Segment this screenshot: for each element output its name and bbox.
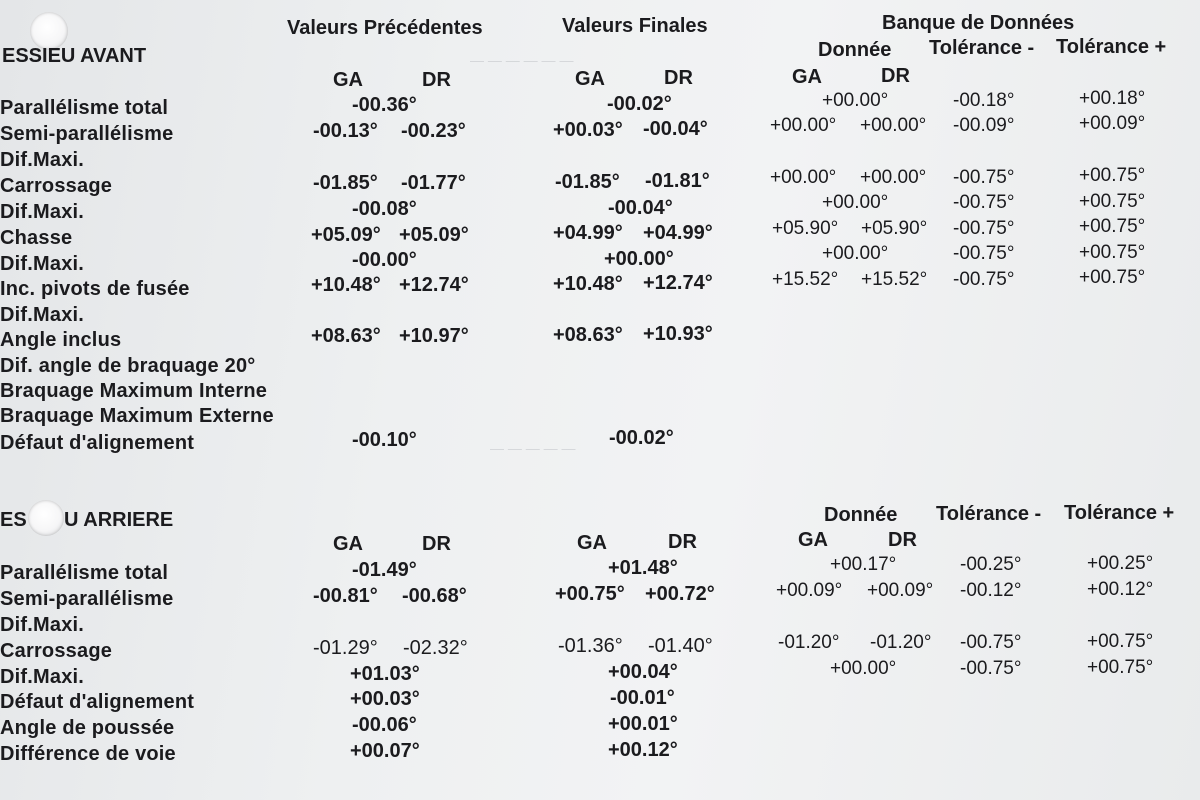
front-row-label: Angle inclus bbox=[0, 329, 122, 351]
front-fin-dr: +10.93° bbox=[643, 323, 713, 345]
show-through-text: — — — — — bbox=[490, 440, 576, 456]
front-row-label: Dif. angle de braquage 20° bbox=[0, 355, 256, 377]
rear-fin-ga: -01.36° bbox=[558, 635, 623, 657]
front-data-value: +00.00° bbox=[822, 243, 889, 264]
rear-prev-ga: -00.81° bbox=[313, 585, 378, 607]
rear-final-value: +00.04° bbox=[608, 661, 678, 683]
rear-fin-dr-header: DR bbox=[668, 531, 697, 553]
rear-fin-dr: -01.40° bbox=[648, 635, 713, 657]
rear-fin-dr: +00.72° bbox=[645, 583, 715, 605]
front-row-label: Dif.Maxi. bbox=[0, 253, 85, 275]
front-data-dr: +05.90° bbox=[861, 218, 928, 239]
rear-tol-plus: +00.75° bbox=[1087, 631, 1154, 652]
rear-final-value: +00.01° bbox=[608, 713, 678, 735]
rear-prev-value: +00.07° bbox=[350, 740, 420, 762]
front-fin-ga: +04.99° bbox=[553, 222, 623, 244]
rear-tol-minus: -00.25° bbox=[960, 554, 1022, 575]
rear-prev-ga: -01.29° bbox=[313, 637, 378, 659]
rear-fin-ga-header: GA bbox=[577, 532, 607, 554]
front-fin-ga-header: GA bbox=[575, 68, 605, 90]
front-prev-ga: +08.63° bbox=[311, 325, 381, 347]
rear-row-label: Angle de poussée bbox=[0, 717, 175, 739]
front-tol-minus: -00.75° bbox=[953, 269, 1015, 290]
rear-data-dr: +00.09° bbox=[867, 580, 934, 601]
front-prev-value: -00.00° bbox=[352, 249, 417, 271]
rear-prev-ga-header: GA bbox=[333, 533, 363, 555]
front-final-value: -00.02° bbox=[609, 427, 674, 449]
rear-tol-minus: -00.75° bbox=[960, 658, 1022, 679]
front-data-value: +00.00° bbox=[822, 90, 889, 111]
rear-axle-title-right: U ARRIERE bbox=[64, 509, 174, 531]
front-row-label: Carrossage bbox=[0, 175, 113, 197]
front-row-label: Dif.Maxi. bbox=[0, 304, 85, 326]
rear-data-ga-header: GA bbox=[798, 529, 828, 551]
rear-prev-value: -01.49° bbox=[352, 559, 417, 581]
front-data-ga: +00.00° bbox=[770, 167, 837, 188]
rear-row-label: Défaut d'alignement bbox=[0, 691, 195, 713]
rear-data-ga: -01.20° bbox=[778, 632, 840, 653]
front-header-tolerance-minus: Tolérance - bbox=[929, 37, 1035, 59]
rear-tol-plus: +00.75° bbox=[1087, 657, 1154, 678]
rear-row-label: Semi-parallélisme bbox=[0, 588, 174, 610]
punch-hole-middle bbox=[28, 500, 64, 536]
front-data-ga: +00.00° bbox=[770, 115, 837, 136]
front-header-tolerance-plus: Tolérance + bbox=[1056, 36, 1167, 58]
front-data-ga: +05.90° bbox=[772, 218, 839, 239]
rear-tol-plus: +00.12° bbox=[1087, 579, 1154, 600]
front-data-dr-header: DR bbox=[881, 65, 910, 87]
front-tol-minus: -00.75° bbox=[953, 167, 1015, 188]
front-row-label: Braquage Maximum Externe bbox=[0, 405, 274, 427]
show-through-text: — — — — — — bbox=[470, 52, 574, 68]
front-row-label: Dif.Maxi. bbox=[0, 149, 85, 171]
front-row-label: Semi-parallélisme bbox=[0, 123, 174, 145]
front-prev-ga-header: GA bbox=[333, 69, 363, 91]
rear-data-dr: -01.20° bbox=[870, 632, 932, 653]
rear-final-value: +01.48° bbox=[608, 557, 678, 579]
front-fin-dr: +12.74° bbox=[643, 272, 713, 294]
front-row-label: Braquage Maximum Interne bbox=[0, 380, 268, 402]
front-prev-dr: +12.74° bbox=[399, 274, 469, 296]
rear-prev-value: +00.03° bbox=[350, 688, 420, 710]
front-tol-minus: -00.18° bbox=[953, 90, 1015, 111]
rear-prev-value: +01.03° bbox=[350, 663, 420, 685]
front-prev-ga: -01.85° bbox=[313, 172, 378, 194]
rear-data-dr-header: DR bbox=[888, 529, 917, 551]
front-fin-dr: +04.99° bbox=[643, 222, 713, 244]
front-data-dr: +00.00° bbox=[860, 115, 927, 136]
front-tol-plus: +00.75° bbox=[1079, 216, 1146, 237]
header-valeurs-finales: Valeurs Finales bbox=[562, 15, 708, 37]
rear-axle-title-left: ES bbox=[0, 509, 27, 531]
front-fin-ga: +00.03° bbox=[553, 119, 623, 141]
front-data-ga-header: GA bbox=[792, 66, 822, 88]
front-tol-minus: -00.09° bbox=[953, 115, 1015, 136]
front-final-value: -00.04° bbox=[608, 197, 673, 219]
rear-tol-minus: -00.75° bbox=[960, 632, 1022, 653]
front-data-value: +00.00° bbox=[822, 192, 889, 213]
rear-prev-dr: -02.32° bbox=[403, 637, 468, 659]
front-row-label: Défaut d'alignement bbox=[0, 432, 195, 454]
front-tol-plus: +00.75° bbox=[1079, 242, 1146, 263]
rear-row-label: Dif.Maxi. bbox=[0, 614, 85, 636]
header-banque-de-donnees: Banque de Données bbox=[882, 12, 1075, 34]
rear-header-tolerance-plus: Tolérance + bbox=[1064, 502, 1175, 524]
front-prev-ga: -00.13° bbox=[313, 120, 378, 142]
front-tol-minus: -00.75° bbox=[953, 192, 1015, 213]
front-fin-ga: +10.48° bbox=[553, 273, 623, 295]
rear-fin-ga: +00.75° bbox=[555, 583, 625, 605]
front-prev-dr: +05.09° bbox=[399, 224, 469, 246]
front-prev-dr: -00.23° bbox=[401, 120, 466, 142]
rear-tol-plus: +00.25° bbox=[1087, 553, 1154, 574]
front-tol-plus: +00.75° bbox=[1079, 191, 1146, 212]
front-prev-dr-header: DR bbox=[422, 69, 451, 91]
front-prev-value: -00.10° bbox=[352, 429, 417, 451]
front-tol-plus: +00.09° bbox=[1079, 113, 1146, 134]
front-tol-plus: +00.18° bbox=[1079, 88, 1146, 109]
rear-prev-dr-header: DR bbox=[422, 533, 451, 555]
front-prev-value: -00.08° bbox=[352, 198, 417, 220]
rear-header-donnee: Donnée bbox=[824, 504, 898, 526]
front-fin-ga: -01.85° bbox=[555, 171, 620, 193]
front-fin-dr: -00.04° bbox=[643, 118, 708, 140]
rear-final-value: -00.01° bbox=[610, 687, 675, 709]
front-prev-value: -00.36° bbox=[352, 94, 417, 116]
front-fin-dr-header: DR bbox=[664, 67, 693, 89]
front-header-donnee: Donnée bbox=[818, 39, 892, 61]
front-row-label: Chasse bbox=[0, 227, 73, 249]
front-prev-dr: +10.97° bbox=[399, 325, 469, 347]
front-prev-ga: +05.09° bbox=[311, 224, 381, 246]
front-fin-dr: -01.81° bbox=[645, 170, 710, 192]
front-data-dr: +15.52° bbox=[861, 269, 928, 290]
front-row-label: Inc. pivots de fusée bbox=[0, 278, 190, 300]
rear-data-value: +00.17° bbox=[830, 554, 897, 575]
front-tol-minus: -00.75° bbox=[953, 243, 1015, 264]
rear-tol-minus: -00.12° bbox=[960, 580, 1022, 601]
front-fin-ga: +08.63° bbox=[553, 324, 623, 346]
header-valeurs-precedentes: Valeurs Précédentes bbox=[287, 17, 483, 39]
rear-row-label: Différence de voie bbox=[0, 743, 176, 765]
front-final-value: +00.00° bbox=[604, 248, 674, 270]
rear-data-value: +00.00° bbox=[830, 658, 897, 679]
front-axle-title: ESSIEU AVANT bbox=[2, 45, 147, 67]
rear-prev-value: -00.06° bbox=[352, 714, 417, 736]
rear-row-label: Parallélisme total bbox=[0, 562, 169, 584]
front-prev-dr: -01.77° bbox=[401, 172, 466, 194]
front-tol-minus: -00.75° bbox=[953, 218, 1015, 239]
front-data-ga: +15.52° bbox=[772, 269, 839, 290]
rear-prev-dr: -00.68° bbox=[402, 585, 467, 607]
rear-row-label: Carrossage bbox=[0, 640, 113, 662]
rear-data-ga: +00.09° bbox=[776, 580, 843, 601]
front-prev-ga: +10.48° bbox=[311, 274, 381, 296]
rear-final-value: +00.12° bbox=[608, 739, 678, 761]
front-data-dr: +00.00° bbox=[860, 167, 927, 188]
front-tol-plus: +00.75° bbox=[1079, 267, 1146, 288]
front-row-label: Dif.Maxi. bbox=[0, 201, 85, 223]
front-row-label: Parallélisme total bbox=[0, 97, 169, 119]
rear-row-label: Dif.Maxi. bbox=[0, 666, 85, 688]
front-tol-plus: +00.75° bbox=[1079, 165, 1146, 186]
front-final-value: -00.02° bbox=[607, 93, 672, 115]
rear-header-tolerance-minus: Tolérance - bbox=[936, 503, 1042, 525]
